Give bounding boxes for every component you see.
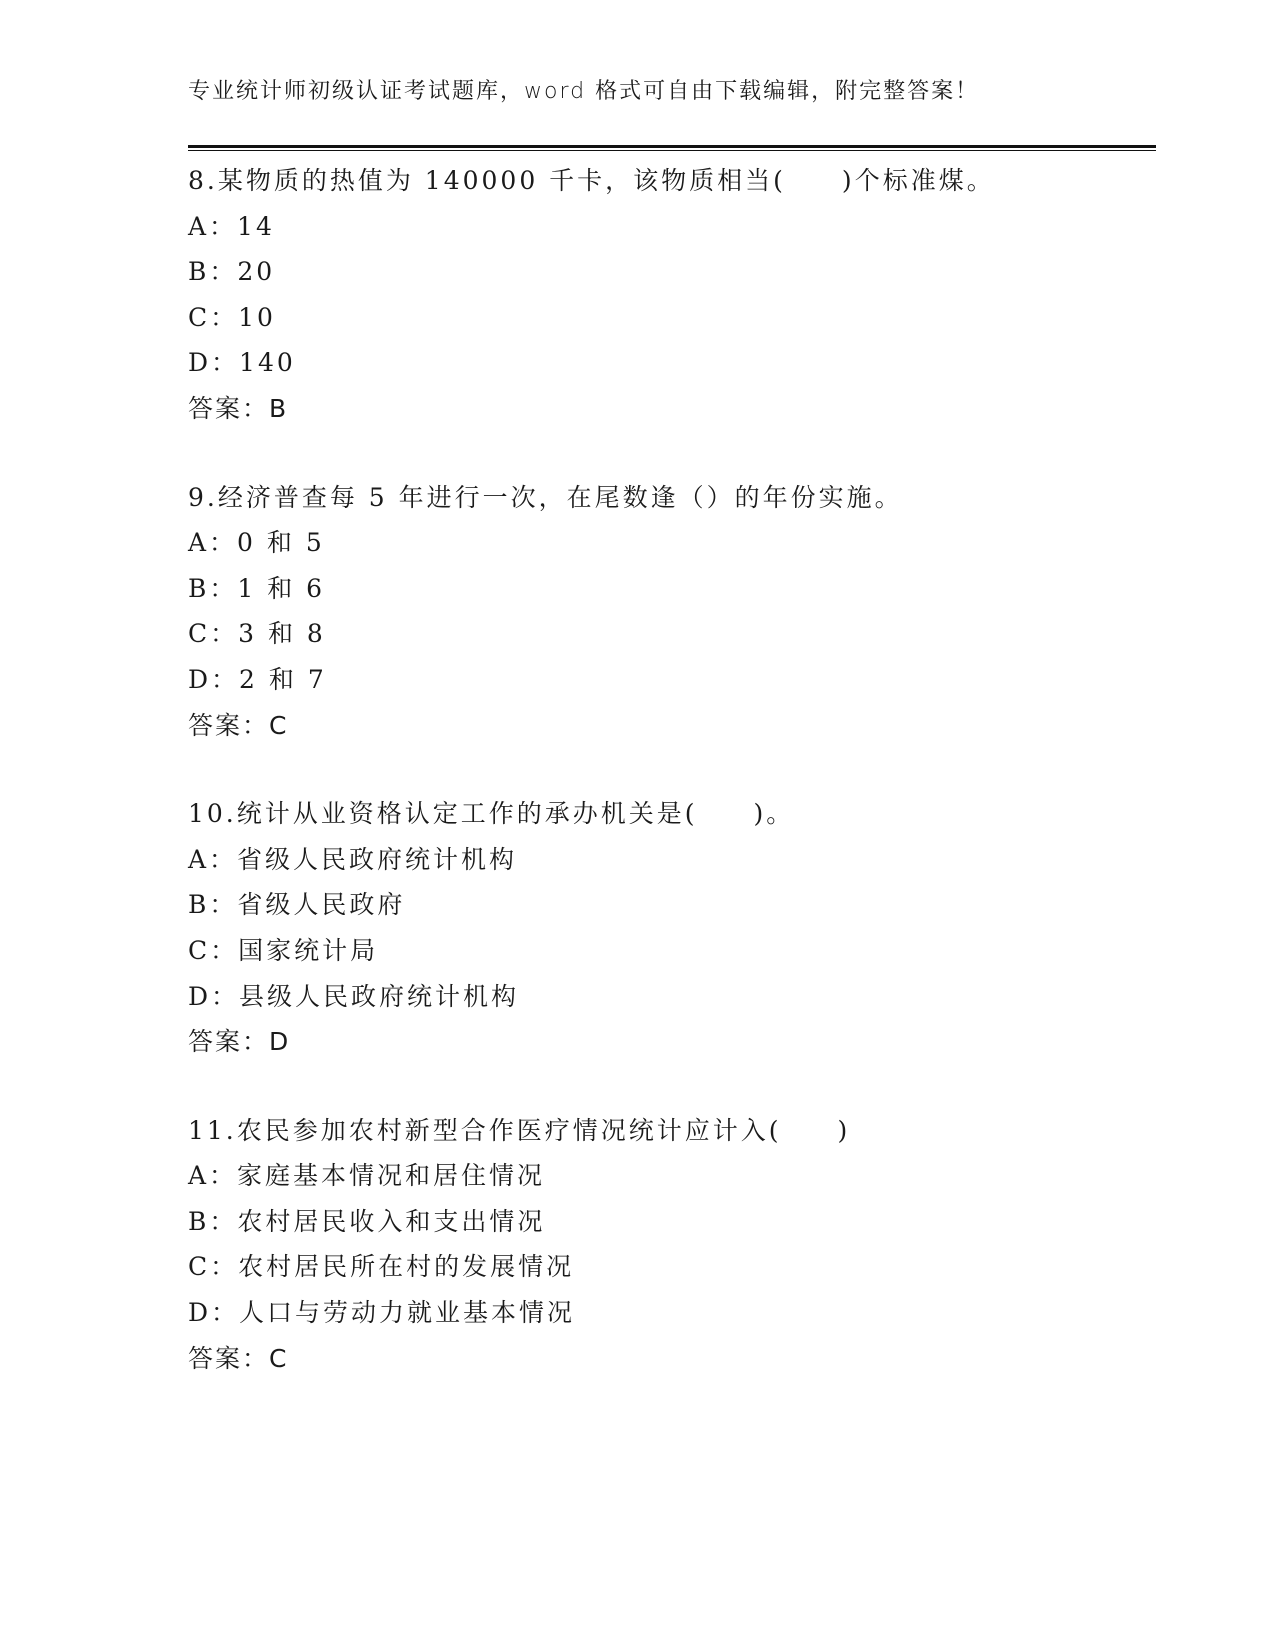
option-b: B：1 和 6 — [188, 573, 326, 603]
question-stem: 8.某物质的热值为 140000 千卡，该物质相当( )个标准煤。 — [188, 166, 995, 195]
option-c: C：农村居民所在村的发展情况 — [188, 1252, 575, 1282]
question-stem: 9.经济普查每 5 年进行一次，在尾数逢（）的年份实施。 — [188, 482, 903, 512]
option-b: B：省级人民政府 — [188, 890, 406, 920]
option-d: D：2 和 7 — [188, 664, 327, 694]
question-8 — [188, 158, 1156, 432]
header-rule-thin — [188, 150, 1156, 151]
option-a: A：家庭基本情况和居住情况 — [188, 1161, 546, 1191]
question-11 — [188, 1108, 1156, 1382]
option-b: B：20 — [188, 257, 276, 287]
option-c: C：10 — [188, 302, 276, 332]
question-10 — [188, 791, 1156, 1065]
page-header: 专业统计师初级认证考试题库，word 格式可自由下载编辑，附完整答案！ — [188, 79, 980, 104]
answer: 答案：D — [188, 1027, 291, 1057]
question-9 — [188, 475, 1156, 749]
option-d: D：140 — [188, 348, 296, 378]
option-d: D：人口与劳动力就业基本情况 — [188, 1298, 576, 1328]
answer: 答案：B — [188, 393, 289, 423]
option-b: B：农村居民收入和支出情况 — [188, 1206, 546, 1236]
option-a: A：0 和 5 — [188, 528, 325, 558]
option-a: A：省级人民政府统计机构 — [188, 844, 518, 874]
option-c: C：国家统计局 — [188, 935, 379, 965]
question-list — [188, 158, 1156, 1424]
question-stem: 10.统计从业资格认定工作的承办机关是( )。 — [188, 799, 795, 829]
question-stem: 11.农民参加农村新型合作医疗情况统计应计入( ) — [188, 1115, 851, 1145]
option-d: D：县级人民政府统计机构 — [188, 981, 520, 1011]
answer: 答案：C — [188, 1343, 289, 1373]
header-rule-thick — [188, 145, 1156, 148]
option-a: A：14 — [188, 211, 275, 241]
option-c: C：3 和 8 — [188, 619, 326, 649]
answer: 答案：C — [188, 710, 289, 740]
